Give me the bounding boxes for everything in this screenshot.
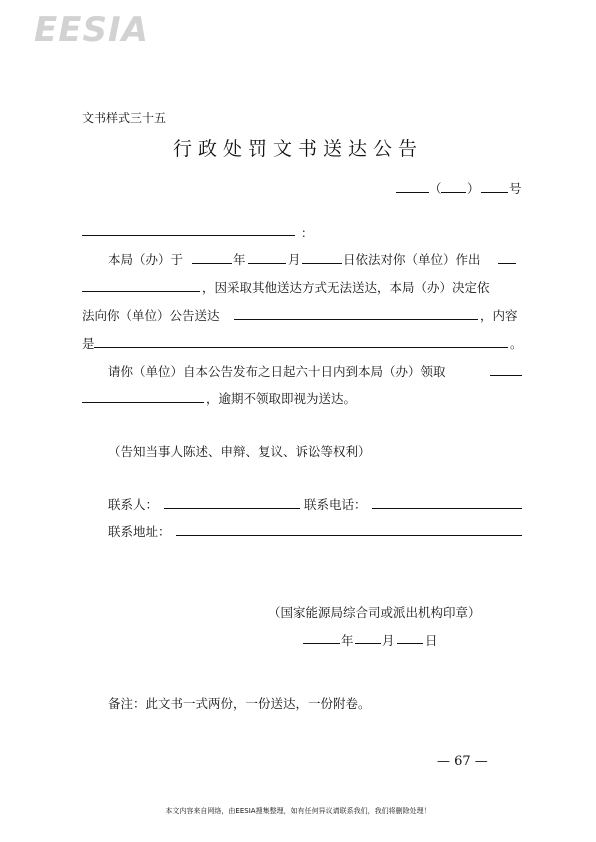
- contact-person-blank[interactable]: [164, 508, 300, 509]
- collect-blank-2[interactable]: [82, 402, 204, 403]
- para1-text-7: ，内容: [480, 308, 518, 323]
- eesia-logo: EESIA: [34, 10, 149, 50]
- seal-month-label: 月: [382, 633, 395, 648]
- para1-text-8: 是: [82, 336, 95, 351]
- para1-text-3: 月: [288, 252, 301, 267]
- para1-text-4: 日依法对你（单位）作出: [343, 252, 481, 267]
- decision-blank-2[interactable]: [82, 291, 200, 292]
- remark: 备注：此文书一式两份，一份送达，一份附卷。: [108, 696, 371, 711]
- rights-note: （告知当事人陈述、申辩、复议、诉讼等权利）: [108, 444, 371, 459]
- page-number: — 67 —: [437, 754, 488, 769]
- docno-number-blank[interactable]: [481, 192, 508, 193]
- footer-disclaimer: 本文内容来自网络，由EESIA搜集整理，如有任何异议请联系我们，我们将删除处理！: [165, 807, 431, 815]
- seal-day-label: 日: [425, 633, 438, 648]
- collect-blank-1[interactable]: [490, 375, 522, 376]
- seal-day-blank[interactable]: [397, 643, 423, 644]
- decision-blank-1[interactable]: [498, 263, 516, 264]
- contact-phone-label: 联系电话：: [304, 497, 367, 512]
- para2-text-2: ，逾期不领取即视为送达。: [206, 391, 357, 406]
- para1-text-9: 。: [510, 336, 523, 351]
- para1-text-6: 法向你（单位）公告送达: [82, 308, 220, 323]
- announcement-method-blank[interactable]: [234, 319, 478, 320]
- contact-person-label: 联系人：: [108, 497, 159, 512]
- content-blank[interactable]: [94, 347, 508, 348]
- seal-year-blank[interactable]: [303, 643, 340, 644]
- addressee-colon: ：: [301, 226, 314, 240]
- date-month-blank[interactable]: [248, 263, 286, 264]
- para1-text-1: 本局（办）于: [108, 252, 184, 267]
- para1-text-2: 年: [233, 252, 246, 267]
- docno-open-paren: （: [429, 181, 442, 196]
- document-style-label: 文书样式三十五: [82, 111, 167, 125]
- docno-prefix-blank[interactable]: [396, 192, 429, 193]
- page-title: 行政处罚文书送达公告: [172, 138, 423, 160]
- date-day-blank[interactable]: [302, 263, 342, 264]
- docno-suffix: 号: [509, 181, 522, 196]
- seal-note: （国家能源局综合司或派出机构印章）: [268, 605, 481, 620]
- seal-month-blank[interactable]: [355, 643, 381, 644]
- docno-year-blank[interactable]: [441, 192, 466, 193]
- para2-text-1: 请你（单位）自本公告发布之日起六十日内到本局（办）领取: [108, 364, 446, 379]
- date-year-blank[interactable]: [192, 263, 232, 264]
- contact-address-blank[interactable]: [176, 535, 522, 536]
- docno-close-paren: ）: [467, 181, 480, 196]
- seal-year-label: 年: [341, 633, 354, 648]
- para1-text-5: ，因采取其他送达方式无法送达，本局（办）决定依: [202, 280, 490, 295]
- contact-phone-blank[interactable]: [372, 508, 522, 509]
- addressee-blank[interactable]: [82, 235, 295, 236]
- contact-address-label: 联系地址：: [108, 524, 171, 539]
